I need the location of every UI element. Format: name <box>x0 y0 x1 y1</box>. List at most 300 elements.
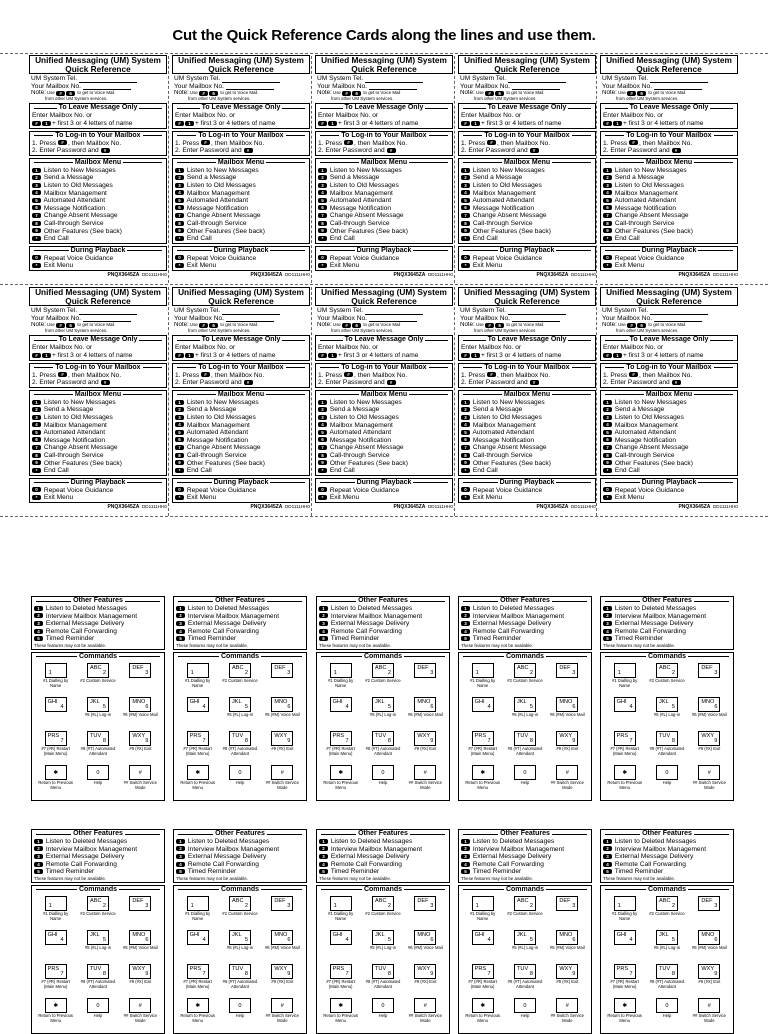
quick-reference-card-back <box>600 596 734 801</box>
mailbox-menu-item: 8 Call-through Service <box>175 220 307 228</box>
mailbox-menu-item: 8 Call-through Service <box>318 220 450 228</box>
mailbox-menu-item: 9 Other Features (See back) <box>318 460 450 468</box>
mailbox-menu-item: 6 Message Notification <box>318 205 450 213</box>
keypad-key <box>221 731 258 765</box>
key-icon: 1 <box>34 606 43 611</box>
other-features-box <box>173 829 307 883</box>
keypad-key <box>364 697 401 731</box>
key-icon: 2 <box>461 613 470 618</box>
commands-box <box>31 885 165 1034</box>
keypad-key-label <box>464 945 501 964</box>
key-icon: 7 <box>461 213 470 218</box>
key-icon: 0 <box>318 487 327 492</box>
key-icon: 1 <box>603 839 612 844</box>
other-feature-item: 2 Interview Mailbox Management <box>461 613 589 621</box>
mailbox-menu-item: 2 Send a Message <box>603 174 735 182</box>
mailbox-menu-item: 5 Automated Attendant <box>318 429 450 437</box>
availability-note: These features may not be available. <box>603 875 675 881</box>
key-icon: 3 <box>603 854 612 859</box>
your-mailbox-label: Your Mailbox No. <box>174 314 224 322</box>
keypad-key-label <box>122 911 159 930</box>
keypad-key-box: GHI 4 <box>330 697 352 712</box>
mailbox-menu-item: 6 Message Notification <box>32 437 164 445</box>
mailbox-menu-item: 5 Automated Attendant <box>175 429 307 437</box>
keypad-key-box: TUV 8 <box>514 964 536 979</box>
key-icon: 5 <box>175 198 184 203</box>
key-icon: 6 <box>461 205 470 210</box>
key-icon: 6 <box>318 205 327 210</box>
keypad-key <box>648 765 685 799</box>
playback-box <box>600 246 738 271</box>
key-icon: 1 <box>613 353 622 358</box>
key-icon: 2 <box>34 846 43 851</box>
key-icon: 6 <box>209 91 218 96</box>
mailbox-menu-item: 5 Automated Attendant <box>32 429 164 437</box>
keypad-key-label: Return to Previous Menu <box>38 779 73 790</box>
mailbox-menu-item: 2 Send a Message <box>32 406 164 414</box>
other-feature-item: 1 Listen to Deleted Messages <box>34 605 162 613</box>
keypad <box>176 661 304 800</box>
mailbox-menu-item: 7 Change Absent Message <box>175 212 307 220</box>
keypad-key-box: WXY 9 <box>129 731 151 746</box>
keypad-key-label: #8 (#T) Automated Attendant <box>649 978 685 989</box>
playback-item: * Exit Menu <box>318 262 450 270</box>
keypad-key-label: #6 (#M) Voice Mail <box>264 711 300 717</box>
title-box <box>458 287 596 306</box>
note-line-2: from other UM System services. <box>474 96 537 102</box>
keypad-key <box>122 731 159 765</box>
key-icon: 9 <box>175 460 184 465</box>
keypad-key <box>506 663 543 697</box>
keypad-key-box: 0 <box>514 765 536 780</box>
leave-message-box: To Leave Message Only Enter Mailbox No. or # 1 + first 3 or 4 letters of name <box>172 103 310 128</box>
other-feature-item: 4 Remote Call Forwarding <box>34 628 162 636</box>
keypad-key-box: JKL 5 <box>372 930 394 945</box>
cut-line <box>0 516 768 517</box>
commands-box <box>173 885 307 1034</box>
leave-message-box: To Leave Message Only Enter Mailbox No. or # 1 + first 3 or 4 letters of name <box>600 103 738 128</box>
quick-reference-card-front <box>315 55 453 279</box>
key-icon: # <box>487 140 496 145</box>
info-section <box>172 306 310 333</box>
keypad-key <box>691 697 728 731</box>
login-box: To Log-in to Your Mailbox 1. Press # , then Mailbox No. 2. Enter Password and # <box>172 131 310 156</box>
keypad-key-label: ## Switch Service Mode <box>692 1012 726 1023</box>
key-icon: 0 <box>32 487 41 492</box>
other-features-box <box>316 596 450 650</box>
keypad-key <box>606 930 643 964</box>
other-features-box <box>31 829 165 883</box>
keypad-key-label: #8 (#T) Automated Attendant <box>222 745 258 756</box>
title-box <box>172 55 310 74</box>
key-icon: 9 <box>175 228 184 233</box>
keypad-key-box: GHI 4 <box>472 930 494 945</box>
key-icon: 9 <box>603 228 612 233</box>
keypad-key <box>506 964 543 998</box>
key-icon: 1 <box>603 606 612 611</box>
keypad-key-label: #2 Custom Service <box>222 677 258 683</box>
card-subtitle: Quick Reference <box>208 63 274 74</box>
sys-tel-label: UM System Tel. <box>602 75 649 83</box>
key-icon: 3 <box>461 415 470 420</box>
mailbox-menu-item: * End Call <box>32 235 164 243</box>
keypad-key-box: WXY 9 <box>556 731 578 746</box>
key-icon: 1 <box>32 400 41 405</box>
keypad-key <box>79 731 116 765</box>
leave-message-box: To Leave Message Only Enter Mailbox No. or # 1 + first 3 or 4 letters of name <box>600 335 738 360</box>
mailbox-menu-item: * End Call <box>175 235 307 243</box>
keypad-key-label <box>264 678 301 697</box>
keypad-key-label: Help <box>378 779 388 785</box>
key-icon: 1 <box>176 606 185 611</box>
commands-box <box>600 652 734 801</box>
keypad-key-box: GHI 4 <box>614 930 636 945</box>
keypad-key-label: #2 Custom Service <box>649 677 685 683</box>
leave-message-box: To Leave Message Only Enter Mailbox No. or # 1 + first 3 or 4 letters of name <box>29 335 167 360</box>
mailbox-menu-item: 8 Call-through Service <box>461 220 593 228</box>
key-icon: 4 <box>461 629 470 634</box>
mailbox-menu-item: 3 Listen to Old Messages <box>175 182 307 190</box>
playback-list <box>461 255 593 270</box>
key-icon: 3 <box>318 183 327 188</box>
keypad-key-box: GHI 4 <box>45 930 67 945</box>
other-feature-item: 4 Remote Call Forwarding <box>34 861 162 869</box>
playback-title: During Playback <box>603 479 735 487</box>
quick-reference-card-back <box>173 596 307 801</box>
keypad-key <box>506 896 543 930</box>
keypad-key <box>407 998 444 1032</box>
key-icon: * <box>318 495 327 500</box>
key-icon: * <box>175 495 184 500</box>
keypad-key <box>506 998 543 1032</box>
key-icon: * <box>603 236 612 241</box>
keypad-key-box: 1 <box>614 896 636 911</box>
cut-line <box>454 287 455 516</box>
login-box: To Log-in to Your Mailbox 1. Press # , then Mailbox No. 2. Enter Password and # <box>172 363 310 388</box>
keypad-key-label: #8 (#T) Automated Attendant <box>507 745 543 756</box>
key-icon: 5 <box>318 430 327 435</box>
keypad-key-label <box>37 712 74 731</box>
keypad-key <box>179 663 216 697</box>
key-icon: 0 <box>318 255 327 260</box>
playback-item: 0 Repeat Voice Guidance <box>32 487 164 495</box>
keypad-key-label <box>37 945 74 964</box>
key-icon: 1 <box>32 168 41 173</box>
keypad-key-box: PRS 7 <box>187 964 209 979</box>
key-icon: 9 <box>318 460 327 465</box>
quick-reference-card-front <box>29 55 167 279</box>
keypad-key-box: TUV 8 <box>372 964 394 979</box>
keypad-key-box: PRS 7 <box>472 964 494 979</box>
key-icon: 3 <box>461 621 470 626</box>
playback-box <box>600 478 738 503</box>
card-footer: PNQX3645ZA DD1111HH0 <box>536 503 596 510</box>
key-icon: 9 <box>461 228 470 233</box>
sys-tel-label: UM System Tel. <box>602 307 649 315</box>
keypad-key <box>549 964 586 998</box>
key-icon: 8 <box>318 221 327 226</box>
keypad-key-label: Help <box>93 779 103 785</box>
keypad-key <box>549 930 586 964</box>
mailbox-menu-box <box>29 390 167 476</box>
mailbox-menu-item: * End Call <box>603 467 735 475</box>
mailbox-menu-item: 5 Automated Attendant <box>461 197 593 205</box>
mailbox-menu-item: 8 Call-through Service <box>603 452 735 460</box>
mailbox-menu-item: 2 Send a Message <box>461 406 593 414</box>
mailbox-menu-list <box>461 399 593 475</box>
key-icon: * <box>318 236 327 241</box>
playback-title: During Playback <box>175 247 307 255</box>
key-icon: 5 <box>461 869 470 874</box>
keypad-key-box: 1 <box>330 663 352 678</box>
mailbox-menu-box <box>172 390 310 476</box>
keypad-key-box: MNO 6 <box>698 697 720 712</box>
keypad <box>34 661 162 800</box>
other-feature-item: 5 Timed Reminder <box>319 868 447 876</box>
your-mailbox-label: Your Mailbox No. <box>602 82 652 90</box>
quick-reference-card-front <box>172 55 310 279</box>
key-icon: 4 <box>175 422 184 427</box>
keypad-key <box>464 930 501 964</box>
quick-reference-card-back <box>316 596 450 801</box>
playback-list <box>32 487 164 502</box>
mailbox-menu-item: 2 Send a Message <box>175 174 307 182</box>
key-icon: 2 <box>461 407 470 412</box>
keypad-key <box>179 964 216 998</box>
key-icon: 1 <box>603 400 612 405</box>
mailbox-menu-item: 7 Change Absent Message <box>32 444 164 452</box>
note-line-2: from other UM System services. <box>45 96 108 102</box>
playback-item: 0 Repeat Voice Guidance <box>603 255 735 263</box>
keypad-key-box: WXY 9 <box>698 964 720 979</box>
note-line: Note: Use # 6 to get to Voice Mail <box>460 90 544 97</box>
mailbox-menu-list <box>175 399 307 475</box>
key-icon: 8 <box>32 221 41 226</box>
key-icon: 4 <box>461 190 470 195</box>
quick-reference-card-back <box>316 829 450 1034</box>
info-section <box>29 306 167 333</box>
mailbox-menu-item: 9 Other Features (See back) <box>603 228 735 236</box>
other-feature-item: 5 Timed Reminder <box>319 635 447 643</box>
availability-note: These features may not be available. <box>319 875 391 881</box>
other-feature-item: 4 Remote Call Forwarding <box>461 628 589 636</box>
keypad-key <box>221 896 258 930</box>
key-icon: 9 <box>461 460 470 465</box>
other-feature-item: 1 Listen to Deleted Messages <box>319 605 447 613</box>
key-icon: 1 <box>175 168 184 173</box>
keypad-key-box: GHI 4 <box>330 930 352 945</box>
keypad-key-box: ABC 2 <box>87 663 109 678</box>
keypad-key-box: ABC 2 <box>229 663 251 678</box>
key-icon: 2 <box>318 407 327 412</box>
key-icon: 2 <box>175 175 184 180</box>
your-mailbox-label: Your Mailbox No. <box>31 314 81 322</box>
keypad-key-box: ABC 2 <box>514 896 536 911</box>
keypad-key-box: GHI 4 <box>45 697 67 712</box>
other-feature-item: 3 External Message Delivery <box>461 620 589 628</box>
leave-message-title: To Leave Message Only <box>32 104 164 112</box>
keypad-key-label: #9 (#X) Exit <box>271 745 294 751</box>
commands-title: Commands <box>461 653 589 661</box>
mailbox-menu-item: 6 Message Notification <box>318 437 450 445</box>
availability-note: These features may not be available. <box>461 642 533 648</box>
other-feature-item: 2 Interview Mailbox Management <box>603 613 731 621</box>
keypad-key <box>122 998 159 1032</box>
cut-line <box>596 56 597 283</box>
mailbox-menu-item: 4 Mailbox Management <box>461 190 593 198</box>
mailbox-menu-item: 2 Send a Message <box>603 406 735 414</box>
quick-reference-card-back <box>458 596 592 801</box>
other-feature-item: 3 External Message Delivery <box>319 620 447 628</box>
keypad-key <box>122 697 159 731</box>
quick-reference-card-front <box>172 287 310 511</box>
key-icon: * <box>461 263 470 268</box>
keypad-key <box>322 731 359 765</box>
card-footer: PNQX3645ZA DD1111HH0 <box>250 503 310 510</box>
mailbox-menu-item: 1 Listen to New Messages <box>603 399 735 407</box>
mailbox-menu-item: 5 Automated Attendant <box>461 429 593 437</box>
key-icon: # <box>58 372 67 377</box>
keypad-key-label <box>606 712 643 731</box>
key-icon: 4 <box>34 862 43 867</box>
mailbox-menu-item: 9 Other Features (See back) <box>603 460 735 468</box>
key-icon: 6 <box>32 205 41 210</box>
your-mailbox-label: Your Mailbox No. <box>317 314 367 322</box>
cut-line <box>0 284 768 285</box>
other-features-box <box>458 829 592 883</box>
key-icon: 9 <box>318 228 327 233</box>
keypad-key-box: ✱ <box>187 998 209 1013</box>
playback-list <box>603 487 735 502</box>
key-icon: # <box>318 353 327 358</box>
keypad-key-label: #2 Custom Service <box>80 677 116 683</box>
keypad-key-box: ✱ <box>45 998 67 1013</box>
playback-item: 0 Repeat Voice Guidance <box>175 487 307 495</box>
mailbox-menu-item: 8 Call-through Service <box>461 452 593 460</box>
title-box <box>458 55 596 74</box>
key-icon: # <box>627 323 636 328</box>
other-feature-item: 1 Listen to Deleted Messages <box>603 605 731 613</box>
keypad-key-label: #7 (#R) Restart (Main Menu) <box>41 978 70 989</box>
keypad-key-label: #6 (#M) Voice Mail <box>122 944 158 950</box>
mailbox-menu-item: 6 Message Notification <box>461 437 593 445</box>
keypad-key-box: PRS 7 <box>472 731 494 746</box>
keypad-key <box>691 964 728 998</box>
mailbox-menu-list <box>318 399 450 475</box>
keypad-key-label: #9 (#X) Exit <box>556 745 579 751</box>
mailbox-menu-item: 6 Message Notification <box>603 205 735 213</box>
availability-note: These features may not be available. <box>176 642 248 648</box>
keypad-key <box>506 930 543 964</box>
key-icon: 5 <box>319 636 328 641</box>
playback-title: During Playback <box>175 479 307 487</box>
mailbox-menu-item: 3 Listen to Old Messages <box>461 414 593 422</box>
key-icon: 3 <box>603 415 612 420</box>
mailbox-menu-item: 5 Automated Attendant <box>318 197 450 205</box>
leave-message-title: To Leave Message Only <box>603 104 735 112</box>
playback-list <box>318 487 450 502</box>
card-footer: PNQX3645ZA DD1111HH0 <box>678 503 738 510</box>
key-icon: 2 <box>603 613 612 618</box>
other-feature-item: 4 Remote Call Forwarding <box>603 861 731 869</box>
login-title: To Log-in to Your Mailbox <box>32 364 164 372</box>
card-footer: PNQX3645ZA DD1111HH0 <box>678 271 738 278</box>
commands-title: Commands <box>34 653 162 661</box>
keypad-key <box>37 998 74 1032</box>
key-icon: 4 <box>319 629 328 634</box>
card-title: Unified Messaging (UM) System <box>321 287 447 297</box>
mailbox-menu-item: 6 Message Notification <box>32 205 164 213</box>
key-icon: 3 <box>319 621 328 626</box>
keypad-key <box>264 765 301 799</box>
key-icon: # <box>629 372 638 377</box>
key-icon: 2 <box>461 175 470 180</box>
playback-title: During Playback <box>32 479 164 487</box>
keypad-key-box: MNO 6 <box>556 930 578 945</box>
key-icon: 2 <box>175 407 184 412</box>
quick-reference-card-front <box>600 55 738 279</box>
mailbox-menu-item: 7 Change Absent Message <box>461 444 593 452</box>
other-feature-item: 5 Timed Reminder <box>34 868 162 876</box>
keypad-key-label: #9 (#X) Exit <box>698 745 721 751</box>
key-icon: 2 <box>603 175 612 180</box>
login-title: To Log-in to Your Mailbox <box>461 132 593 140</box>
keypad-key <box>364 896 401 930</box>
key-icon: 7 <box>318 445 327 450</box>
key-icon: 7 <box>175 213 184 218</box>
other-features-list <box>176 838 304 876</box>
mailbox-menu-item: 9 Other Features (See back) <box>32 228 164 236</box>
keypad <box>461 661 589 800</box>
keypad-key <box>407 765 444 799</box>
key-icon: 1 <box>185 121 194 126</box>
commands-box <box>31 652 165 801</box>
other-features-title: Other Features <box>176 597 304 605</box>
commands-box <box>458 885 592 1034</box>
card-subtitle: Quick Reference <box>636 63 702 74</box>
keypad-key-box: 1 <box>187 663 209 678</box>
playback-box <box>315 478 453 503</box>
note-line: Note: Use # 6 to get to Voice Mail <box>31 322 115 329</box>
keypad-key-box: WXY 9 <box>556 964 578 979</box>
other-feature-item: 3 External Message Delivery <box>603 853 731 861</box>
keypad <box>319 894 447 1033</box>
key-icon: 1 <box>34 839 43 844</box>
mailbox-menu-item: 2 Send a Message <box>175 406 307 414</box>
keypad-key-label <box>407 911 444 930</box>
key-icon: 1 <box>328 353 337 358</box>
key-icon: 1 <box>461 400 470 405</box>
key-icon: # <box>101 380 110 385</box>
key-icon: 7 <box>603 213 612 218</box>
login-box: To Log-in to Your Mailbox 1. Press # , then Mailbox No. 2. Enter Password and # <box>29 363 167 388</box>
keypad-key-box: WXY 9 <box>129 964 151 979</box>
note-line-2: from other UM System services. <box>45 328 108 334</box>
mailbox-menu-item: 9 Other Features (See back) <box>175 228 307 236</box>
keypad-key-label: #8 (#T) Automated Attendant <box>507 978 543 989</box>
key-icon: 5 <box>603 430 612 435</box>
playback-box <box>458 246 596 271</box>
keypad-key-label: #7 (#R) Restart (Main Menu) <box>183 978 212 989</box>
key-icon: 4 <box>603 629 612 634</box>
keypad-key <box>606 765 643 799</box>
keypad-key-box: GHI 4 <box>614 697 636 712</box>
cut-line <box>0 53 768 54</box>
keypad-key-box: TUV 8 <box>656 964 678 979</box>
cut-line <box>596 287 597 516</box>
mailbox-menu-item: 6 Message Notification <box>461 205 593 213</box>
keypad-key-box: 0 <box>229 765 251 780</box>
